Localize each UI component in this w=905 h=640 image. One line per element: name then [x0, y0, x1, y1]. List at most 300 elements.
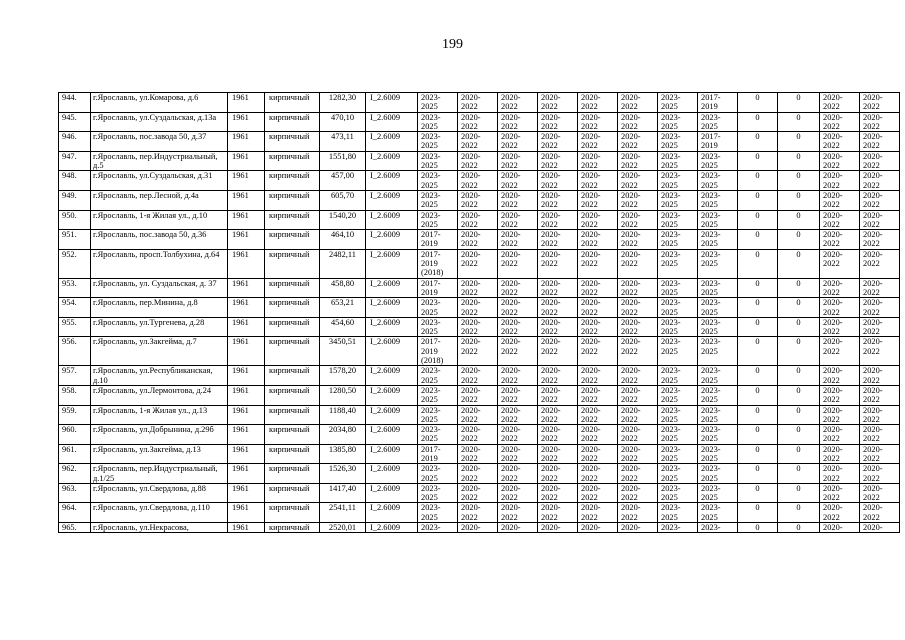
series-code-cell: I_2.6009: [366, 444, 418, 464]
period-cell: 2020-2022: [578, 425, 618, 445]
period-cell: 2020-2022: [578, 317, 618, 337]
period-cell: 2020-2022: [860, 298, 900, 318]
period-cell: 2020-2022: [578, 385, 618, 405]
period-cell: 2020-2022: [498, 249, 538, 278]
period-cell: 0: [778, 278, 820, 298]
wall-material-cell: кирпичный: [265, 151, 320, 171]
period-cell: 0: [778, 93, 820, 113]
period-cell: 2020-2022: [820, 483, 860, 503]
row-number-cell: 952.: [59, 249, 91, 278]
period-cell: 2023-2025: [658, 210, 698, 230]
address-cell: г.Ярославль, ул.Закгейма, д.7: [91, 337, 228, 366]
area-cell: 457,00: [320, 171, 366, 191]
series-code-cell: I_2.6009: [366, 210, 418, 230]
period-cell: 2020-2022: [458, 132, 498, 152]
period-cell: 2020-2022: [458, 483, 498, 503]
table-row: [59, 278, 900, 298]
period-cell: 2023-2025: [658, 190, 698, 210]
year-built-cell: 1961: [228, 298, 265, 318]
period-cell: 2020-2022: [860, 444, 900, 464]
period-cell: 2023-2025: [658, 483, 698, 503]
period-cell: 2020-2022: [820, 298, 860, 318]
period-cell: 2020-2022: [820, 337, 860, 366]
period-cell: 2020-2022: [498, 503, 538, 523]
series-code-cell: I_2.6009: [366, 405, 418, 425]
wall-material-cell: кирпичный: [265, 112, 320, 132]
period-cell: 2020-2022: [538, 230, 578, 250]
series-code-cell: I_2.6009: [366, 112, 418, 132]
wall-material-cell: кирпичный: [265, 464, 320, 484]
period-cell: 2020-2022: [538, 151, 578, 171]
period-cell: 2020-2022: [618, 151, 658, 171]
period-cell: 2023-2025: [698, 278, 738, 298]
wall-material-cell: кирпичный: [265, 444, 320, 464]
period-cell: 0: [738, 112, 778, 132]
table-row: [59, 210, 900, 230]
table-row: [59, 337, 900, 366]
wall-material-cell: кирпичный: [265, 93, 320, 113]
period-cell: 2020-2022: [618, 112, 658, 132]
period-cell: 2020-2022: [618, 317, 658, 337]
wall-material-cell: кирпичный: [265, 483, 320, 503]
period-cell: 0: [778, 503, 820, 523]
row-number-cell: 957.: [59, 366, 91, 386]
period-cell: 2020-2022: [618, 298, 658, 318]
period-cell: 2017-2019 (2018): [418, 249, 458, 278]
year-built-cell: 1961: [228, 337, 265, 366]
wall-material-cell: кирпичный: [265, 337, 320, 366]
year-built-cell: 1961: [228, 278, 265, 298]
year-built-cell: 1961: [228, 93, 265, 113]
period-cell: 2020-2022: [578, 337, 618, 366]
period-cell: 2020-2022: [860, 151, 900, 171]
area-cell: 473,11: [320, 132, 366, 152]
series-code-cell: I_2.6009: [366, 366, 418, 386]
period-cell: 2020-2022: [860, 405, 900, 425]
table-row: [59, 317, 900, 337]
period-cell: 2020-2022: [578, 405, 618, 425]
period-cell: 2020-2022: [578, 132, 618, 152]
page-number: 199: [442, 37, 463, 52]
address-cell: г.Ярославль, ул.Республиканская, д.10: [91, 366, 228, 386]
row-number-cell: 964.: [59, 503, 91, 523]
period-cell: 2020-2022: [578, 503, 618, 523]
period-cell: 2020-2022: [820, 278, 860, 298]
period-cell: 2020-2022: [498, 464, 538, 484]
period-cell: 2020-2022: [578, 298, 618, 318]
period-cell: 2020-: [578, 523, 618, 533]
wall-material-cell: кирпичный: [265, 132, 320, 152]
period-cell: 0: [738, 405, 778, 425]
series-code-cell: I_2.6009: [366, 425, 418, 445]
period-cell: 2020-2022: [538, 112, 578, 132]
period-cell: 2023-2025: [418, 151, 458, 171]
period-cell: 0: [778, 483, 820, 503]
period-cell: 2020-2022: [578, 230, 618, 250]
period-cell: 2020-2022: [860, 230, 900, 250]
period-cell: 2020-2022: [498, 132, 538, 152]
period-cell: 2020-2022: [458, 190, 498, 210]
period-cell: 2020-2022: [860, 171, 900, 191]
period-cell: 2020-2022: [578, 112, 618, 132]
period-cell: 0: [738, 278, 778, 298]
period-cell: 2020-2022: [820, 230, 860, 250]
period-cell: 0: [738, 523, 778, 533]
period-cell: 0: [778, 385, 820, 405]
period-cell: 0: [738, 464, 778, 484]
period-cell: 2017-2019: [418, 230, 458, 250]
period-cell: 2023-2025: [418, 190, 458, 210]
period-cell: 2020-2022: [578, 93, 618, 113]
period-cell: 2017-2019: [698, 93, 738, 113]
area-cell: 458,80: [320, 278, 366, 298]
period-cell: 2020-2022: [498, 112, 538, 132]
address-cell: г.Ярославль, пер.Минина, д.8: [91, 298, 228, 318]
table-row: [59, 93, 900, 113]
period-cell: 2020-2022: [498, 171, 538, 191]
period-cell: 2023-2025: [658, 337, 698, 366]
period-cell: 2020-2022: [458, 337, 498, 366]
period-cell: 2023-2025: [698, 190, 738, 210]
period-cell: 2020-2022: [498, 483, 538, 503]
wall-material-cell: кирпичный: [265, 278, 320, 298]
period-cell: 2020-2022: [498, 444, 538, 464]
row-number-cell: 951.: [59, 230, 91, 250]
period-cell: 2020-2022: [618, 464, 658, 484]
period-cell: 0: [738, 190, 778, 210]
table-row: [59, 444, 900, 464]
period-cell: 2023-2025: [418, 405, 458, 425]
row-number-cell: 949.: [59, 190, 91, 210]
period-cell: 2020-2022: [498, 93, 538, 113]
period-cell: 2020-2022: [618, 385, 658, 405]
wall-material-cell: кирпичный: [265, 298, 320, 318]
address-cell: г.Ярославль, ул.Лермонтова, д.24: [91, 385, 228, 405]
period-cell: 2020-: [618, 523, 658, 533]
period-cell: 2020-2022: [618, 278, 658, 298]
period-cell: 2020-2022: [578, 210, 618, 230]
period-cell: 2020-2022: [820, 366, 860, 386]
period-cell: 2020-2022: [820, 464, 860, 484]
period-cell: 0: [778, 523, 820, 533]
period-cell: 2023-2025: [658, 464, 698, 484]
row-number-cell: 960.: [59, 425, 91, 445]
period-cell: 2020-2022: [538, 317, 578, 337]
area-cell: 653,21: [320, 298, 366, 318]
period-cell: 2020-2022: [618, 93, 658, 113]
address-cell: г.Ярославль, пер.Лесной, д.4а: [91, 190, 228, 210]
period-cell: 2020-2022: [498, 385, 538, 405]
period-cell: 2020-2022: [618, 425, 658, 445]
period-cell: 2023-2025: [418, 385, 458, 405]
series-code-cell: I_2.6009: [366, 523, 418, 533]
area-cell: 1540,20: [320, 210, 366, 230]
period-cell: 2020-2022: [820, 385, 860, 405]
period-cell: 2017-2019: [418, 278, 458, 298]
series-code-cell: I_2.6009: [366, 190, 418, 210]
table-row: [59, 171, 900, 191]
period-cell: 2020-2022: [538, 464, 578, 484]
row-number-cell: 958.: [59, 385, 91, 405]
period-cell: 2020-2022: [618, 503, 658, 523]
table-row: [59, 523, 900, 533]
area-cell: 1417,40: [320, 483, 366, 503]
year-built-cell: 1961: [228, 483, 265, 503]
period-cell: 2020-2022: [860, 483, 900, 503]
period-cell: 2020-2022: [498, 298, 538, 318]
area-cell: 1385,80: [320, 444, 366, 464]
wall-material-cell: кирпичный: [265, 317, 320, 337]
period-cell: 2020-2022: [458, 298, 498, 318]
period-cell: 2023-2025: [698, 249, 738, 278]
year-built-cell: 1961: [228, 190, 265, 210]
address-cell: г.Ярославль, ул.Свердлова, д.88: [91, 483, 228, 503]
period-cell: 2023-2025: [698, 425, 738, 445]
period-cell: 2023-2025: [418, 366, 458, 386]
period-cell: 2017-2019: [418, 444, 458, 464]
period-cell: 2023-2025: [698, 171, 738, 191]
period-cell: 2020-2022: [820, 171, 860, 191]
table-row: [59, 190, 900, 210]
period-cell: 2020-: [820, 523, 860, 533]
period-cell: 2023-2025: [658, 93, 698, 113]
year-built-cell: 1961: [228, 151, 265, 171]
period-cell: 2020-2022: [860, 210, 900, 230]
period-cell: 2020-2022: [458, 385, 498, 405]
series-code-cell: I_2.6009: [366, 464, 418, 484]
address-cell: г.Ярославль, пос.завода 50, д.36: [91, 230, 228, 250]
period-cell: 2023-2025: [418, 425, 458, 445]
period-cell: 2020-2022: [458, 151, 498, 171]
period-cell: 0: [778, 190, 820, 210]
address-cell: г.Ярославль, ул.Тургенева, д.28: [91, 317, 228, 337]
year-built-cell: 1961: [228, 503, 265, 523]
period-cell: 2020-2022: [618, 444, 658, 464]
area-cell: 1280,50: [320, 385, 366, 405]
row-number-cell: 961.: [59, 444, 91, 464]
period-cell: 2023-2025: [698, 337, 738, 366]
period-cell: 2017-2019: [698, 132, 738, 152]
area-cell: 1526,30: [320, 464, 366, 484]
period-cell: 0: [738, 337, 778, 366]
series-code-cell: I_2.6009: [366, 171, 418, 191]
period-cell: 2020-2022: [458, 425, 498, 445]
period-cell: 2023-2025: [698, 298, 738, 318]
year-built-cell: 1961: [228, 171, 265, 191]
period-cell: 2020-2022: [578, 444, 618, 464]
series-code-cell: I_2.6009: [366, 337, 418, 366]
period-cell: 0: [778, 366, 820, 386]
period-cell: 2020-2022: [578, 151, 618, 171]
address-cell: г.Ярославль, ул.Добрынина, д.29б: [91, 425, 228, 445]
wall-material-cell: кирпичный: [265, 249, 320, 278]
period-cell: 2023-2025: [698, 483, 738, 503]
table-row: [59, 298, 900, 318]
year-built-cell: 1961: [228, 249, 265, 278]
table-row: [59, 385, 900, 405]
period-cell: 2020-2022: [820, 190, 860, 210]
series-code-cell: I_2.6009: [366, 317, 418, 337]
period-cell: 2023-2025: [418, 171, 458, 191]
period-cell: 2020-2022: [538, 132, 578, 152]
period-cell: 2020-2022: [538, 444, 578, 464]
series-code-cell: I_2.6009: [366, 151, 418, 171]
period-cell: 0: [738, 298, 778, 318]
period-cell: 0: [778, 151, 820, 171]
wall-material-cell: кирпичный: [265, 171, 320, 191]
period-cell: 2020-2022: [458, 93, 498, 113]
address-cell: г.Ярославль, ул.Свердлова, д.110: [91, 503, 228, 523]
period-cell: 2020-2022: [860, 337, 900, 366]
row-number-cell: 948.: [59, 171, 91, 191]
year-built-cell: 1961: [228, 385, 265, 405]
period-cell: 2023-2025: [698, 503, 738, 523]
period-cell: 2020-: [860, 523, 900, 533]
area-cell: 2482,11: [320, 249, 366, 278]
address-cell: г.Ярославль, ул.Комарова, д.6: [91, 93, 228, 113]
period-cell: 2020-2022: [820, 132, 860, 152]
period-cell: 0: [778, 112, 820, 132]
period-cell: 0: [778, 464, 820, 484]
series-code-cell: I_2.6009: [366, 298, 418, 318]
period-cell: 2020-2022: [860, 385, 900, 405]
area-cell: 605,70: [320, 190, 366, 210]
year-built-cell: 1961: [228, 132, 265, 152]
period-cell: 2020-: [498, 523, 538, 533]
period-cell: 2023-2025: [418, 93, 458, 113]
period-cell: 0: [738, 210, 778, 230]
table-row: [59, 112, 900, 132]
row-number-cell: 962.: [59, 464, 91, 484]
period-cell: 0: [778, 405, 820, 425]
period-cell: 2020-2022: [458, 249, 498, 278]
series-code-cell: I_2.6009: [366, 385, 418, 405]
period-cell: 2020-2022: [860, 464, 900, 484]
period-cell: 0: [738, 483, 778, 503]
wall-material-cell: кирпичный: [265, 405, 320, 425]
period-cell: 2020-2022: [578, 249, 618, 278]
row-number-cell: 959.: [59, 405, 91, 425]
period-cell: 2020-2022: [618, 337, 658, 366]
period-cell: 2023-2025: [698, 366, 738, 386]
period-cell: 2020-2022: [820, 151, 860, 171]
row-number-cell: 955.: [59, 317, 91, 337]
period-cell: 2020-2022: [538, 190, 578, 210]
wall-material-cell: кирпичный: [265, 503, 320, 523]
period-cell: 2023-2025: [418, 132, 458, 152]
area-cell: 2541,11: [320, 503, 366, 523]
period-cell: 2020-2022: [498, 366, 538, 386]
period-cell: 2020-2022: [538, 298, 578, 318]
period-cell: 2020-2022: [498, 190, 538, 210]
period-cell: 2023-2025: [658, 132, 698, 152]
period-cell: 0: [778, 230, 820, 250]
period-cell: 2023-2025: [658, 171, 698, 191]
period-cell: 2023-2025: [658, 249, 698, 278]
period-cell: 2020-2022: [458, 171, 498, 191]
period-cell: 2020-2022: [820, 93, 860, 113]
period-cell: 2020-2022: [860, 366, 900, 386]
period-cell: 2023-2025: [658, 366, 698, 386]
period-cell: 2020-2022: [860, 249, 900, 278]
period-cell: 2020-2022: [618, 132, 658, 152]
period-cell: 2023-2025: [658, 503, 698, 523]
table-row: [59, 230, 900, 250]
year-built-cell: 1961: [228, 366, 265, 386]
address-cell: г.Ярославль, ул.Закгейма, д.13: [91, 444, 228, 464]
period-cell: 2020-2022: [578, 483, 618, 503]
period-cell: 2020-2022: [618, 483, 658, 503]
table-row: [59, 132, 900, 152]
period-cell: 0: [738, 444, 778, 464]
table-row: [59, 366, 900, 386]
period-cell: 0: [738, 317, 778, 337]
period-cell: 0: [778, 249, 820, 278]
period-cell: 2023-2025: [418, 210, 458, 230]
row-number-cell: 945.: [59, 112, 91, 132]
row-number-cell: 947.: [59, 151, 91, 171]
wall-material-cell: кирпичный: [265, 366, 320, 386]
period-cell: 2020-2022: [860, 93, 900, 113]
period-cell: 2023-2025: [698, 210, 738, 230]
period-cell: 2020-2022: [618, 249, 658, 278]
address-cell: г.Ярославль, ул.Суздальская, д.31: [91, 171, 228, 191]
period-cell: 2020-2022: [860, 112, 900, 132]
period-cell: 2023-2025: [698, 112, 738, 132]
period-cell: 2020-2022: [618, 366, 658, 386]
period-cell: 2020-2022: [578, 464, 618, 484]
period-cell: 2023-2025: [698, 317, 738, 337]
period-cell: 0: [738, 151, 778, 171]
table-row: [59, 405, 900, 425]
period-cell: 2020-2022: [458, 464, 498, 484]
area-cell: 2520,01: [320, 523, 366, 533]
series-code-cell: I_2.6009: [366, 483, 418, 503]
address-cell: г.Ярославль, ул. Суздальская, д. 37: [91, 278, 228, 298]
period-cell: 2020-2022: [820, 503, 860, 523]
period-cell: 2020-2022: [578, 366, 618, 386]
period-cell: 2023-2025: [658, 151, 698, 171]
period-cell: 2020-2022: [498, 317, 538, 337]
period-cell: 0: [778, 132, 820, 152]
period-cell: 2020-2022: [458, 317, 498, 337]
period-cell: 2023-2025: [658, 278, 698, 298]
row-number-cell: 953.: [59, 278, 91, 298]
period-cell: 0: [778, 317, 820, 337]
series-code-cell: I_2.6009: [366, 503, 418, 523]
row-number-cell: 944.: [59, 93, 91, 113]
row-number-cell: 963.: [59, 483, 91, 503]
period-cell: 2023-: [418, 523, 458, 533]
address-cell: г.Ярославль, 1-я Жилая ул., д.10: [91, 210, 228, 230]
area-cell: 1188,40: [320, 405, 366, 425]
period-cell: 2020-2022: [498, 278, 538, 298]
period-cell: 0: [738, 366, 778, 386]
period-cell: 2023-2025: [418, 464, 458, 484]
period-cell: 2023-2025: [698, 230, 738, 250]
area-cell: 464,10: [320, 230, 366, 250]
period-cell: 2020-2022: [458, 230, 498, 250]
row-number-cell: 956.: [59, 337, 91, 366]
period-cell: 2020-2022: [538, 366, 578, 386]
period-cell: 2023-2025: [658, 385, 698, 405]
wall-material-cell: кирпичный: [265, 523, 320, 533]
period-cell: 2020-2022: [498, 230, 538, 250]
period-cell: 2020-2022: [820, 317, 860, 337]
period-cell: 2020-: [458, 523, 498, 533]
period-cell: 2023-2025: [658, 112, 698, 132]
wall-material-cell: кирпичный: [265, 210, 320, 230]
